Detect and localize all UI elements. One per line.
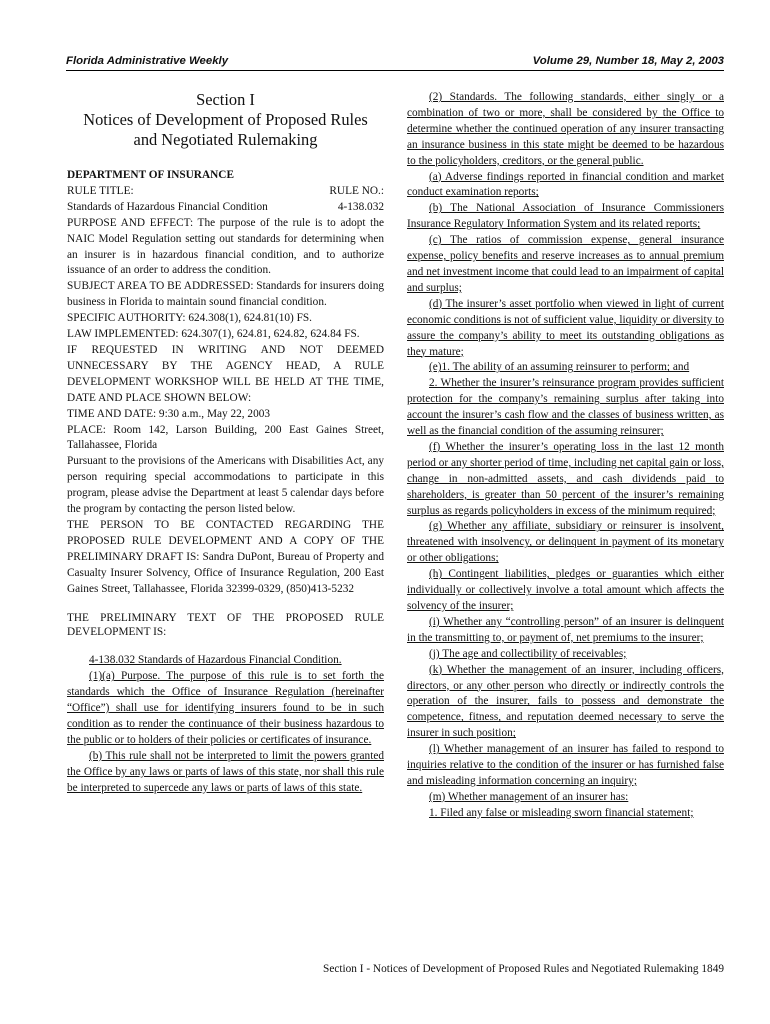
issue-info: Volume 29, Number 18, May 2, 2003	[532, 55, 724, 67]
rule-label-row	[67, 184, 384, 200]
rule-paragraph-2i: (i) Whether any “controlling person” of an insurer is delinquent in the transmitting to, or payment of, net premiums to the insurer;	[407, 615, 724, 644]
rule-paragraph-2m: (m) Whether management of an insurer has:	[429, 790, 629, 803]
workshop-paragraph: IF REQUESTED IN WRITING AND NOT DEEMED UNNECESSARY BY THE AGENCY HEAD, A RULE DEVELOPMENT WORKSHOP WILL BE HELD AT THE TIME, DATE AND PLACE SHOWN BELOW:	[67, 343, 384, 404]
right-column	[407, 90, 724, 822]
rule-no-label: RULE NO.:	[329, 184, 384, 197]
page-header	[66, 54, 724, 71]
rule-paragraph-2e1: (e)1. The ability of an assuming reinsurer to perform; and	[429, 361, 690, 374]
law-paragraph: LAW IMPLEMENTED: 624.307(1), 624.81, 624.82, 624.84 FS.	[67, 328, 360, 341]
section-title-line1: Section I	[196, 90, 255, 109]
rule-title-value: Standards of Hazardous Financial Condition	[67, 200, 268, 213]
rule-paragraph-2e2: 2. Whether the insurer’s reinsurance program provides sufficient protection for the company’s remaining surplus after taking into account the insurer’s cash flow and the classes of business written, as well as the financial condition of the assuming reinsurer;	[407, 377, 724, 438]
rule-paragraph-2l: (l) Whether management of an insurer has failed to respond to inquiries relative to the condition of the insurer or has furnished false and misleading information concerning an inquiry;	[407, 743, 724, 787]
rule-paragraph-2f: (f) Whether the insurer’s operating loss in the last 12 month period or any shorter period of time, including net capital gain or loss, change in non-admitted assets, and cash dividends paid to shareholders, is greater than 50 percent of the insurer’s remaining surplus as regards policyholders in excess of the minimum required;	[407, 440, 724, 517]
rule-paragraph-2b: (b) The National Association of Insurance Commissioners Insurance Regulatory Information System and its related reports;	[407, 202, 724, 231]
preliminary-paragraph: THE PRELIMINARY TEXT OF THE PROPOSED RULE DEVELOPMENT IS:	[67, 612, 384, 639]
page-footer: Section I - Notices of Development of Proposed Rules and Negotiated Rulemaking 1849	[323, 963, 724, 975]
purpose-paragraph: PURPOSE AND EFFECT: The purpose of the rule is to adopt the NAIC Model Regulation setting out standards for determining when an insurer is in hazardous financial condition, and to authorize issuance of an order to address the condition.	[67, 216, 384, 277]
rule-paragraph-2j: (j) The age and collectibility of receivables;	[429, 647, 627, 660]
rule-paragraph-2k: (k) Whether the management of an insurer, including officers, directors, or any other person who directly or indirectly controls the operation of the insurer, fails to possess and demonstrate the competence, fitness, and reputation deemed necessary to serve the insurer in such position;	[407, 663, 724, 740]
section-title	[67, 90, 384, 150]
contact-paragraph: THE PERSON TO BE CONTACTED REGARDING THE PROPOSED RULE DEVELOPMENT AND A COPY OF THE PRELIMINARY DRAFT IS: Sandra DuPont, Bureau of Property and Casualty Insurer Solvency, Office of Insurance Regulation, 200 East Gaines Street, Tallahassee, Florida 32399-0329, (850)413-5232	[67, 518, 384, 595]
rule-paragraph-1a: (1)(a) Purpose. The purpose of this rule is to set forth the standards which the Office of Insurance Regulation (hereinafter “Office”) shall use for identifying insurers found to be in such condition as to render the continuance of their business hazardous to the public or to holders of their policies or certificates of insurance.	[67, 670, 384, 746]
place-paragraph: PLACE: Room 142, Larson Building, 200 East Gaines Street, Tallahassee, Florida	[67, 423, 384, 452]
rule-paragraph-2a: (a) Adverse findings reported in financial condition and market conduct examination reports;	[407, 170, 724, 199]
section-title-line2: Notices of Development of Proposed Rules	[83, 110, 368, 129]
subject-paragraph: SUBJECT AREA TO BE ADDRESSED: Standards for insurers doing business in Florida to maintain sound financial condition.	[67, 280, 384, 309]
rule-paragraph-2d: (d) The insurer’s asset portfolio when viewed in light of current economic conditions is not of sufficient value, liquidity or diversity to assure the company’s ability to meet its outstanding obligations as they mature;	[407, 297, 724, 358]
left-column	[67, 90, 384, 797]
rule-paragraph-2h: (h) Contingent liabilities, pledges or guaranties which either individually or collectively involve a total amount which affects the solvency of the insurer;	[407, 568, 724, 612]
rule-paragraph-2c: (c) The ratios of commission expense, general insurance expense, policy benefits and reserve increases as to annual premium and net investment income that could lead to an impairment of capital and surplus;	[407, 234, 724, 294]
time-paragraph: TIME AND DATE: 9:30 a.m., May 22, 2003	[67, 407, 271, 420]
rule-heading: 4-138.032 Standards of Hazardous Financial Condition.	[89, 654, 342, 667]
rule-paragraph-2g: (g) Whether any affiliate, subsidiary or reinsurer is insolvent, threatened with insolvency, or delinquent in payment of its monetary or other obligations;	[407, 520, 724, 565]
rule-value-row	[67, 200, 384, 216]
rule-paragraph-2m1: 1. Filed any false or misleading sworn financial statement;	[429, 806, 694, 819]
publication-title: Florida Administrative Weekly	[66, 55, 229, 67]
rule-paragraph-1b: (b) This rule shall not be interpreted to limit the powers granted the Office by any laws or parts of laws of this state, nor shall this rule be interpreted to supercede any laws or parts of laws of this state.	[67, 749, 384, 794]
rule-title-label: RULE TITLE:	[67, 184, 134, 197]
section-title-line3: and Negotiated Rulemaking	[133, 130, 318, 149]
department-heading: DEPARTMENT OF INSURANCE	[67, 169, 234, 181]
rule-no-value: 4-138.032	[337, 200, 384, 213]
authority-paragraph: SPECIFIC AUTHORITY: 624.308(1), 624.81(10) FS.	[67, 312, 312, 325]
ada-paragraph: Pursuant to the provisions of the Americans with Disabilities Act, any person requiring special accommodations to participate in this program, please advise the Department at least 5 calendar days before the program by contacting the person listed below.	[67, 455, 384, 516]
rule-paragraph-2: (2) Standards. The following standards, either singly or a combination of two or more, shall be considered by the Office to determine whether the continued operation of any insurer transacting an insurance business in this state might be deemed to be hazardous to the policyholders, creditors, or the general public.	[407, 91, 724, 167]
